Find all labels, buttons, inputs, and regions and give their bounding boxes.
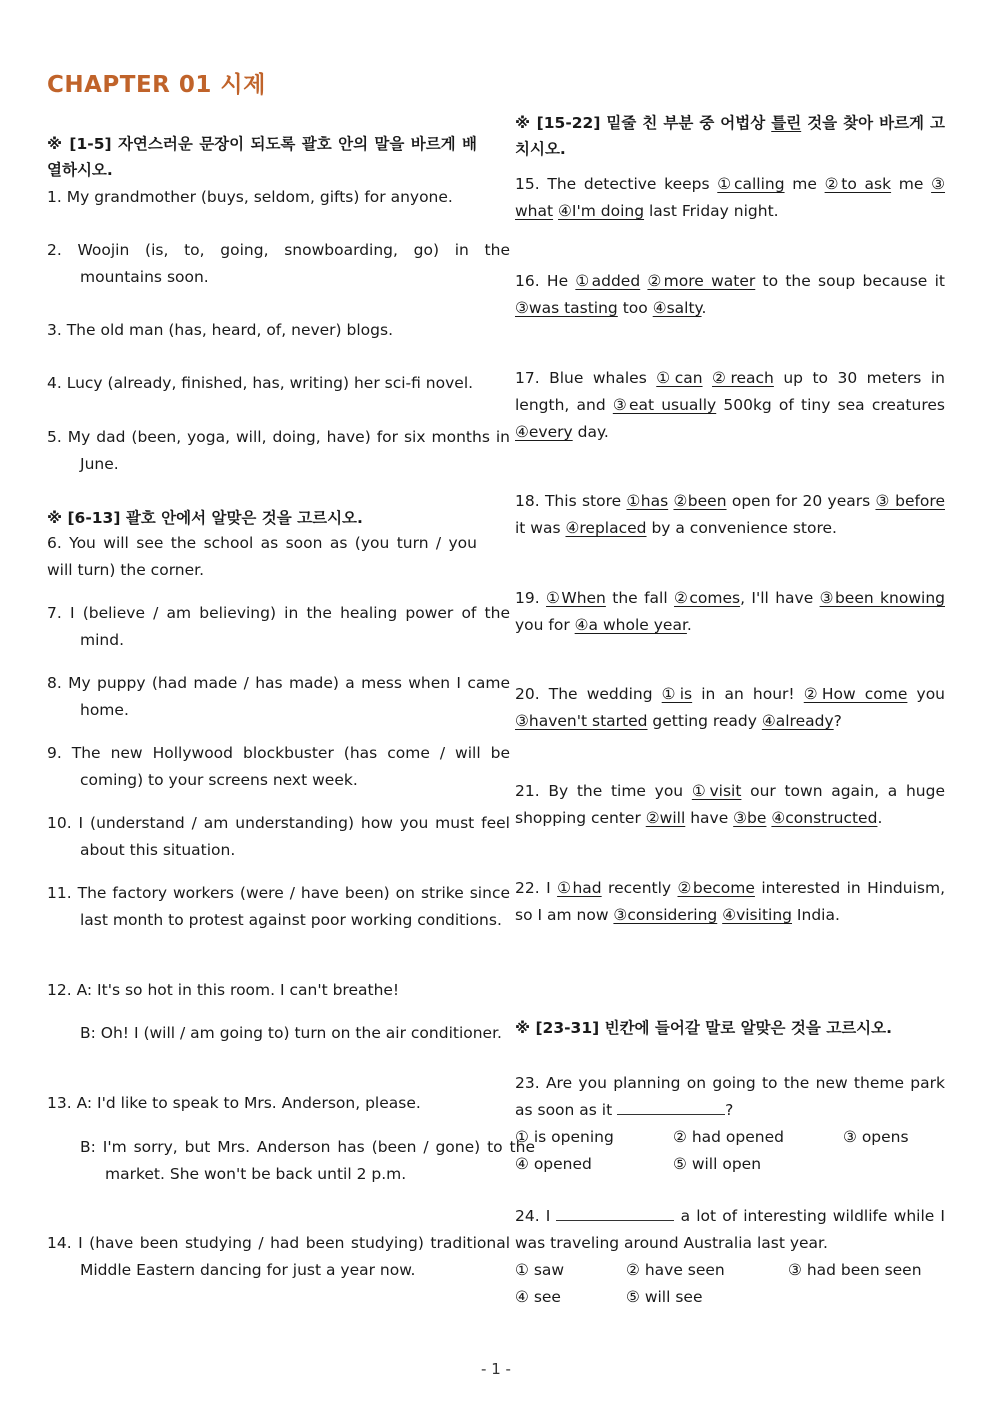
page-number: - 1 -	[481, 1360, 511, 1378]
question-text: have	[685, 809, 734, 827]
question-text: last Friday night.	[644, 202, 779, 220]
question-text: 23. Are you planning on going to the new theme park as soon as it	[515, 1074, 945, 1119]
underlined-choice: ①visit	[691, 782, 742, 800]
question-18	[515, 488, 945, 542]
answer-blank	[556, 1204, 674, 1221]
question-6: 6. You will see the school as soon as (you turn / you will turn) the corner.	[47, 534, 477, 579]
question-text: 500kg of tiny sea creatures	[716, 396, 945, 414]
question-text: getting ready	[647, 712, 762, 730]
question-22	[515, 875, 945, 929]
question-text: 17. Blue whales	[515, 369, 657, 387]
instruction-underlined-word: 틀린	[771, 114, 802, 132]
question-23	[515, 1070, 945, 1124]
question-11: 11. The factory workers (were / have been) on strike since last month to protest against poor working conditions.	[47, 884, 510, 929]
question-5: 5. My dad (been, yoga, will, doing, have) for six months in June.	[47, 428, 510, 473]
underlined-choice: ④I'm doing	[558, 202, 645, 220]
underlined-choice: ③ what	[515, 175, 946, 220]
option: ④ opened	[515, 1155, 592, 1173]
question-17	[515, 365, 945, 446]
question-4: 4. Lucy (already, finished, has, writing) her sci-fi novel.	[47, 374, 474, 392]
question-16	[515, 268, 945, 322]
underlined-choice: ④salty	[652, 299, 702, 317]
question-text: me	[784, 175, 825, 193]
underlined-choice: ②comes	[674, 589, 741, 607]
question-text: 20. The wedding	[515, 685, 662, 703]
instruction-text: ※ [15-22] 밑줄 친 부분 중 어법상	[515, 114, 772, 132]
option: ② had opened	[673, 1128, 784, 1146]
underlined-choice: ①is	[661, 685, 693, 703]
question-text: , I'll have	[740, 589, 820, 607]
question-8: 8. My puppy (had made / has made) a mess when I came home.	[47, 674, 510, 719]
underlined-choice: ①calling	[717, 175, 785, 193]
underlined-choice: ②to ask	[824, 175, 892, 193]
question-text: 21. By the time you	[515, 782, 692, 800]
question-15	[515, 171, 945, 225]
underlined-choice: ③was tasting	[515, 299, 618, 317]
question-text: day.	[572, 423, 609, 441]
question-9: 9. The new Hollywood blockbuster (has come / will be coming) to your screens next week.	[47, 744, 510, 789]
underlined-choice: ③haven't started	[515, 712, 648, 730]
question-text: 19.	[515, 589, 547, 607]
underlined-choice: ②will	[645, 809, 686, 827]
underlined-choice: ④already	[761, 712, 834, 730]
question-text: 18. This store	[515, 492, 627, 510]
question-text: too	[617, 299, 653, 317]
question-text: open for 20 years	[726, 492, 876, 510]
question-text: by a convenience store.	[646, 519, 837, 537]
section4-instruction: ※ [23-31] 빈칸에 들어갈 말로 알맞은 것을 고르시오.	[515, 1019, 893, 1037]
question-14: 14. I (have been studying / had been studying) traditional Middle Eastern dancing for just a year now.	[47, 1234, 510, 1279]
underlined-choice: ③eat usually	[612, 396, 717, 414]
underlined-choice: ②been	[673, 492, 727, 510]
underlined-choice: ①When	[546, 589, 606, 607]
option: ⑤ will open	[673, 1155, 762, 1173]
option: ③ had been seen	[788, 1261, 922, 1279]
section2-instruction: ※ [6-13] 괄호 안에서 알맞은 것을 고르시오.	[47, 509, 363, 527]
question-text: recently	[601, 879, 678, 897]
question-text: up to 30 meters in length, and	[515, 369, 945, 414]
underlined-choice: ④visiting	[722, 906, 792, 924]
question-text: 24. I	[515, 1207, 557, 1225]
option: ③ opens	[843, 1128, 909, 1146]
question-2: 2. Woojin (is, to, going, snowboarding, go) in the mountains soon.	[47, 241, 510, 286]
question-text: ?	[833, 712, 842, 730]
question-text: India.	[792, 906, 840, 924]
question-7: 7. I (believe / am believing) in the healing power of the mind.	[47, 604, 510, 649]
question-text: .	[701, 299, 707, 317]
option: ① is opening	[515, 1128, 614, 1146]
question-text: the fall	[605, 589, 675, 607]
question-text: .	[686, 616, 692, 634]
underlined-choice: ②reach	[712, 369, 774, 387]
underlined-choice: ③be	[733, 809, 767, 827]
option: ④ see	[515, 1288, 561, 1306]
question-20	[515, 681, 945, 735]
underlined-choice: ①had	[557, 879, 602, 897]
option: ② have seen	[626, 1261, 725, 1279]
underlined-choice: ③considering	[613, 906, 718, 924]
underlined-choice: ④every	[515, 423, 573, 441]
question-text: our town again, a huge shopping center	[515, 782, 945, 827]
question-24-options	[515, 1257, 945, 1311]
question-text: .	[877, 809, 883, 827]
question-text	[703, 369, 712, 387]
underlined-choice: ④constructed	[771, 809, 878, 827]
option: ① saw	[515, 1261, 565, 1279]
question-text: ?	[725, 1101, 734, 1119]
underlined-choice: ④a whole year	[574, 616, 687, 634]
question-12-a: 12. A: It's so hot in this room. I can't breathe!	[47, 981, 400, 999]
underlined-choice: ①can	[656, 369, 703, 387]
question-text: a lot of interesting wildlife while I was traveling around Australia last year.	[515, 1207, 946, 1252]
question-1: 1. My grandmother (buys, seldom, gifts) for anyone.	[47, 188, 453, 206]
question-text: it was	[515, 519, 566, 537]
underlined-choice: ①added	[575, 272, 641, 290]
chapter-title: CHAPTER 01 시제	[47, 72, 266, 98]
instruction-text: 것을 찾아 바르게 고치시오.	[515, 114, 945, 158]
question-12-b: B: Oh! I (will / am going to) turn on the air conditioner.	[80, 1024, 502, 1042]
underlined-choice: ②more water	[647, 272, 756, 290]
question-24	[515, 1203, 945, 1257]
question-text: you for	[515, 616, 575, 634]
section3-instruction	[515, 110, 945, 162]
underlined-choice: ③ before	[875, 492, 945, 510]
question-13-a: 13. A: I'd like to speak to Mrs. Anderson, please.	[47, 1094, 421, 1112]
question-19	[515, 585, 945, 639]
underlined-choice: ②How come	[803, 685, 908, 703]
question-21	[515, 778, 945, 832]
underlined-choice: ③been knowing	[819, 589, 945, 607]
question-3: 3. The old man (has, heard, of, never) blogs.	[47, 321, 394, 339]
question-text: in an hour!	[692, 685, 804, 703]
question-text: to the soup because it	[755, 272, 945, 290]
question-23-options	[515, 1124, 945, 1178]
question-text: 22. I	[515, 879, 558, 897]
question-text: you	[907, 685, 945, 703]
question-13-b: B: I'm sorry, but Mrs. Anderson has (been / gone) to the market. She won't be back until 2 p.m.	[80, 1138, 535, 1183]
question-text: 16. He	[515, 272, 576, 290]
underlined-choice: ②become	[677, 879, 755, 897]
question-text: 15. The detective keeps	[515, 175, 718, 193]
answer-blank	[617, 1098, 725, 1115]
underlined-choice: ①has	[626, 492, 669, 510]
question-10: 10. I (understand / am understanding) how you must feel about this situation.	[47, 814, 510, 859]
underlined-choice: ④replaced	[565, 519, 647, 537]
question-text: me	[891, 175, 932, 193]
question-text: interested in Hinduism, so I am now	[515, 879, 945, 924]
option: ⑤ will see	[626, 1288, 703, 1306]
section1-instruction: ※ [1-5] 자연스러운 문장이 되도록 괄호 안의 말을 바르게 배열하시오.	[47, 135, 477, 179]
